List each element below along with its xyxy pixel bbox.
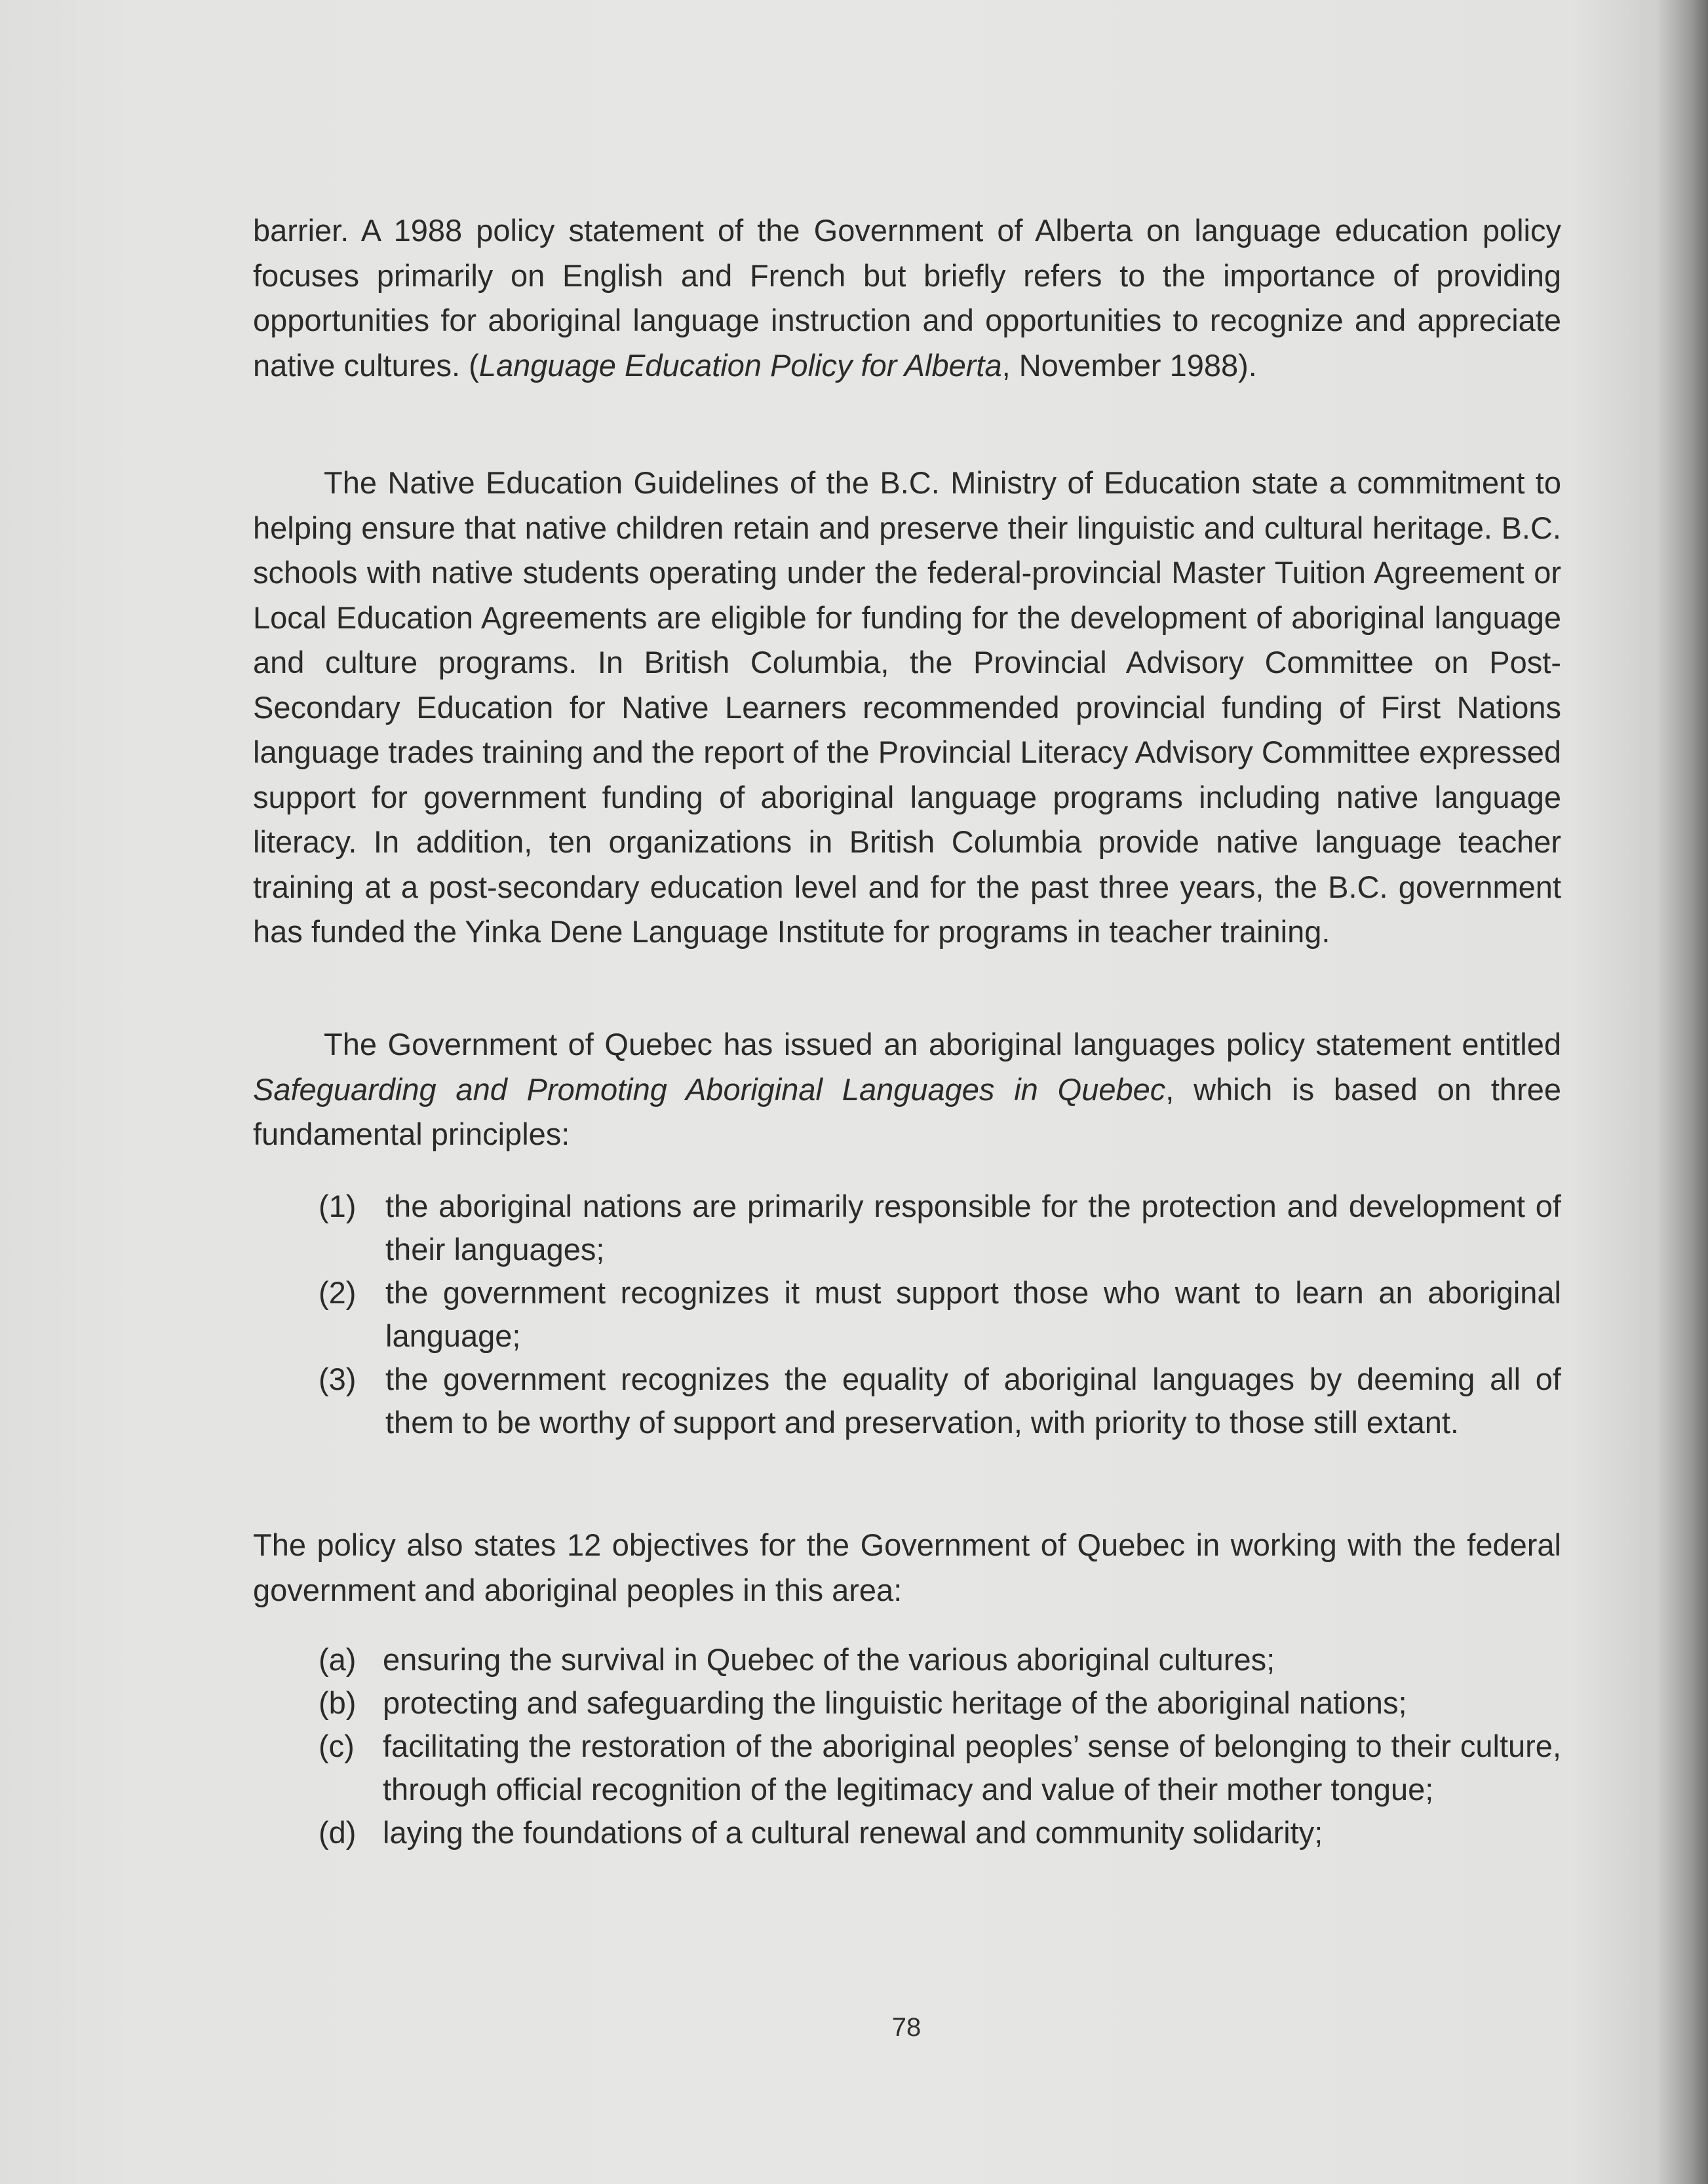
page-number: 78 [891, 2013, 922, 2042]
list-item [253, 1271, 1561, 1358]
list-item [253, 1358, 1561, 1444]
list-item [253, 1725, 1561, 1811]
paragraph-alberta-tail: , November 1988). [1001, 347, 1257, 383]
objectives-list [253, 1638, 1561, 1854]
list-marker: (c) [319, 1729, 355, 1763]
italic-title-quebec: Safeguarding and Promoting Aboriginal Languages in Quebec [253, 1071, 1166, 1107]
list-marker: (b) [319, 1685, 357, 1720]
italic-title-alberta: Language Education Policy for Alberta [478, 347, 1002, 383]
list-item [253, 1185, 1561, 1271]
paragraph-alberta-policy [253, 208, 1561, 388]
paragraph-bc-text: The Native Education Guidelines of the B.C. Ministry of Education state a commitment to helping ensure that native children retain and preserve their linguistic and cultural heritage. B.C. schools with native students operating under the federal-provincial Master Tuition Agreement or Local Education Agreements are eligible for funding for the development of aboriginal language and culture programs. In British Columbia, the Provincial Advisory Committee on Post-Secondary Education for Native Learners recommended provincial funding of First Nations language trades training and the report of the Provincial Literacy Advisory Committee expressed support for government funding of aboriginal language programs including native language literacy. In addition, ten organizations in British Columbia provide native language teacher training at a post-secondary education level and for the past three years, the B.C. government has funded the Yinka Dene Language Institute for programs in teacher training. [253, 465, 1561, 949]
list-item [253, 1681, 1561, 1725]
paragraph-alberta-text: barrier. A 1988 policy statement of the Government of Alberta on language education policy focuses primarily on English and French but briefly refers to the importance of providing opportunities for aboriginal language instruction and opportunities to recognize and appreciate native cultures. ( [253, 213, 1561, 383]
list-marker: (d) [319, 1815, 357, 1850]
principles-list [253, 1185, 1561, 1444]
list-item-text: the aboriginal nations are primarily responsible for the protection and development of their languages; [385, 1189, 1561, 1267]
list-marker: (2) [319, 1275, 357, 1310]
paragraph-quebec-objectives [253, 1523, 1561, 1613]
list-item-text: ensuring the survival in Quebec of the various aboriginal cultures; [383, 1642, 1275, 1677]
list-marker: (1) [319, 1189, 357, 1223]
list-marker: (a) [319, 1642, 357, 1677]
list-item-text: the government recognizes the equality of aboriginal languages by deeming all of them to be worthy of support and preservation, with priority to those still extant. [385, 1362, 1561, 1440]
paragraph-bc-guidelines [253, 461, 1561, 955]
list-item-text: the government recognizes it must support those who want to learn an aboriginal language; [385, 1275, 1561, 1353]
list-item [253, 1638, 1561, 1681]
list-item-text: laying the foundations of a cultural renewal and community solidarity; [383, 1815, 1323, 1850]
list-item [253, 1811, 1561, 1854]
paragraph-quebec-policy [253, 1022, 1561, 1157]
paragraph-quebec-lead: The Government of Quebec has issued an aboriginal languages policy statement entitled [324, 1027, 1561, 1062]
paragraph-quebec-tail: , which is based on three fundamental principles: [253, 1071, 1561, 1151]
paragraph-objectives-text: The policy also states 12 objectives for the Government of Quebec in working with the federal government and aboriginal peoples in this area: [253, 1527, 1561, 1607]
list-item-text: protecting and safeguarding the linguistic heritage of the aboriginal nations; [383, 1685, 1407, 1720]
list-item-text: facilitating the restoration of the aboriginal peoples’ sense of belonging to their culture, through official recognition of the legitimacy and value of their mother tongue; [383, 1729, 1561, 1807]
list-marker: (3) [319, 1362, 357, 1396]
